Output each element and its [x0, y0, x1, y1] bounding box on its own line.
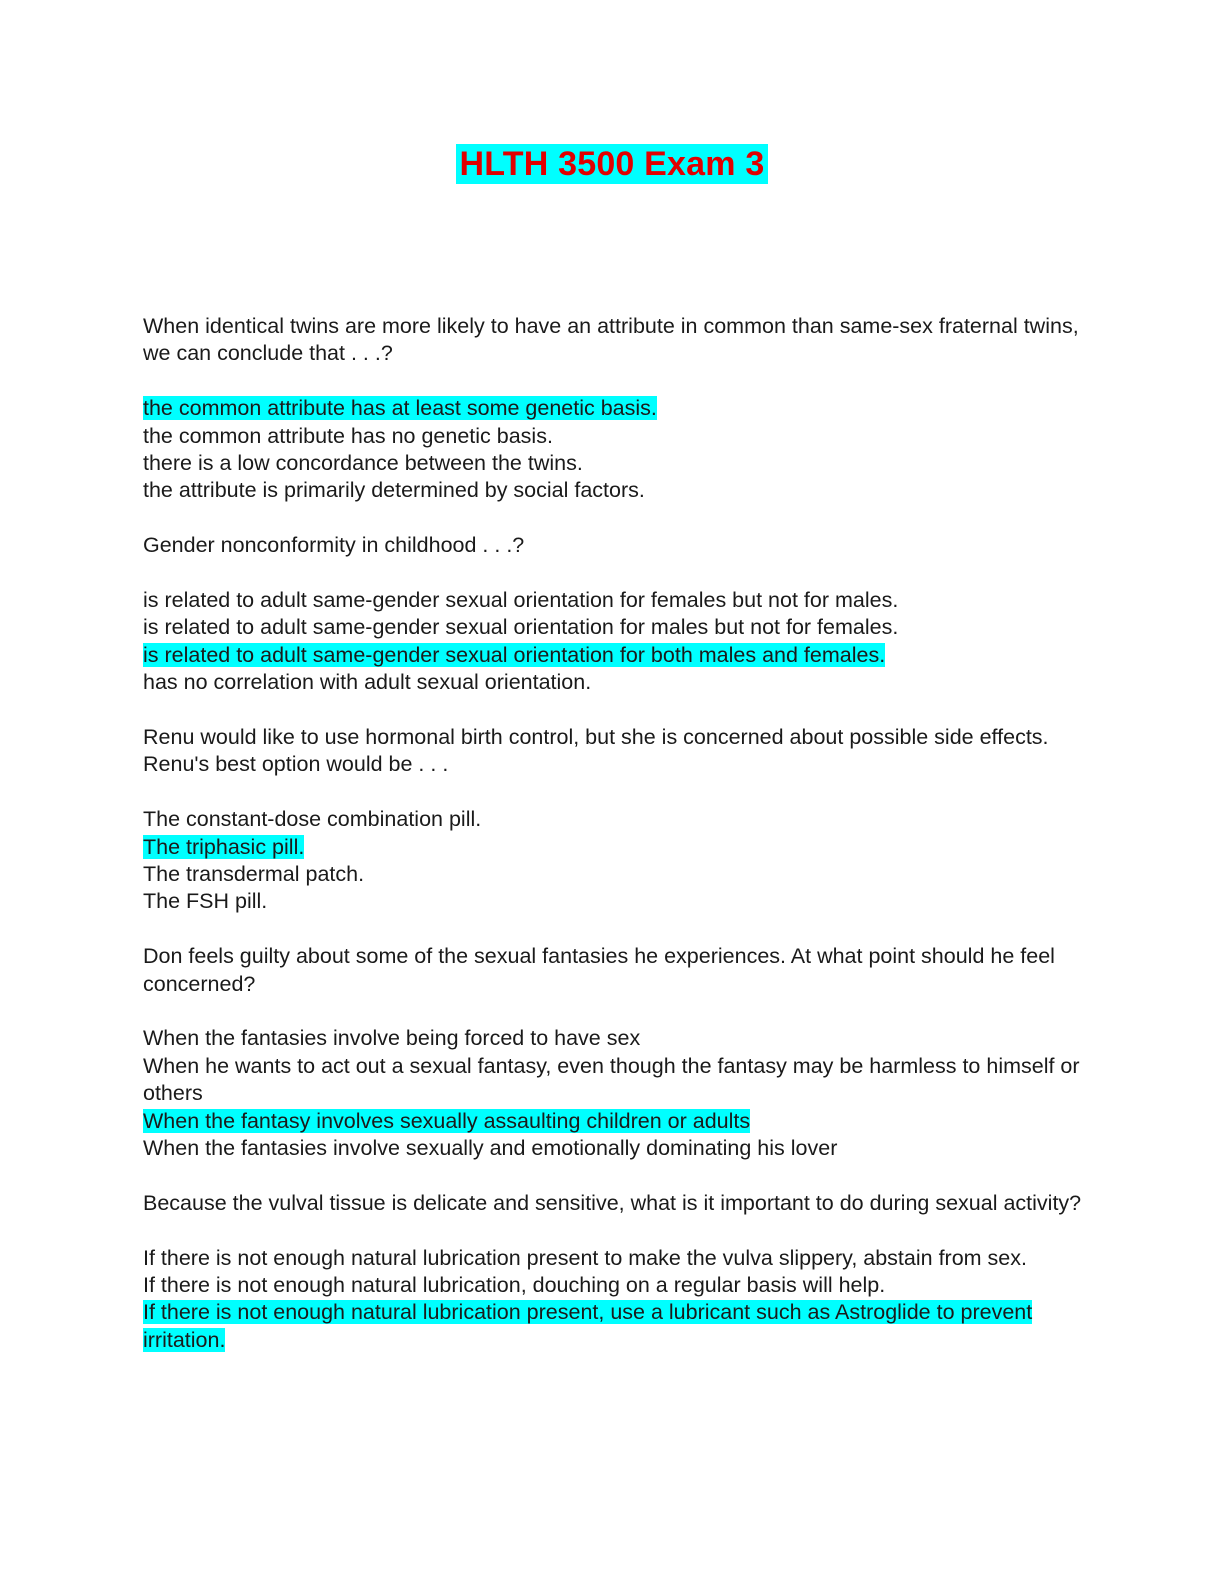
question-block [143, 1190, 1083, 1354]
questions-list [143, 313, 1083, 1382]
answer-option [143, 614, 1083, 641]
answer-text: When the fantasies involve sexually and emotionally dominating his lover [143, 1136, 838, 1161]
answer-option-correct [143, 395, 1083, 422]
answer-text: is related to adult same-gender sexual orientation for males but not for females. [143, 615, 899, 640]
answer-option [143, 1245, 1083, 1272]
answer-option [143, 1272, 1083, 1299]
question-text: Renu would like to use hormonal birth control, but she is concerned about possible side effects. Renu's best option would be . . . [143, 725, 1049, 777]
highlighted-answer-text: When the fantasy involves sexually assaulting children or adults [143, 1108, 751, 1133]
answer-text: The FSH pill. [143, 889, 268, 914]
answer-option-correct [143, 642, 1083, 669]
answer-text: is related to adult same-gender sexual orientation for females but not for males. [143, 588, 899, 613]
answer-text: the common attribute has no genetic basis. [143, 423, 553, 448]
highlighted-answer-text: If there is not enough natural lubrication present, use a lubricant such as Astroglide to prevent irritation. [143, 1300, 1033, 1352]
question-block [143, 943, 1083, 1162]
question-block [143, 532, 1083, 696]
answer-option [143, 1025, 1083, 1052]
answer-text: When he wants to act out a sexual fantasy, even though the fantasy may be harmless to himself or others [143, 1053, 1080, 1106]
question-block [143, 724, 1083, 916]
answer-options [143, 587, 1083, 697]
answer-text: When the fantasies involve being forced to have sex [143, 1026, 641, 1051]
question-text: Because the vulval tissue is delicate and sensitive, what is it important to do during sexual activity? [143, 1190, 1082, 1215]
answer-text: has no correlation with adult sexual orientation. [143, 670, 592, 695]
answer-text: If there is not enough natural lubrication, douching on a regular basis will help. [143, 1273, 886, 1298]
answer-text: there is a low concordance between the twins. [143, 451, 583, 476]
answer-text: The transdermal patch. [143, 862, 365, 887]
answer-options [143, 1025, 1083, 1162]
answer-options [143, 1245, 1083, 1355]
answer-option [143, 888, 1083, 915]
answer-option [143, 423, 1083, 450]
highlighted-answer-text: is related to adult same-gender sexual orientation for both males and females. [143, 642, 886, 667]
answer-options [143, 395, 1083, 505]
answer-option [143, 669, 1083, 696]
answer-option-correct [143, 834, 1083, 861]
answer-text: The constant-dose combination pill. [143, 807, 482, 832]
title-container [0, 144, 1224, 184]
answer-options [143, 806, 1083, 916]
question-text: Gender nonconformity in childhood . . .? [143, 533, 525, 558]
highlighted-answer-text: The triphasic pill. [143, 834, 305, 859]
highlighted-answer-text: the common attribute has at least some genetic basis. [143, 396, 657, 421]
answer-option [143, 806, 1083, 833]
answer-option [143, 477, 1083, 504]
page-title: HLTH 3500 Exam 3 [456, 144, 769, 184]
answer-text: If there is not enough natural lubrication present to make the vulva slippery, abstain from sex. [143, 1245, 1027, 1270]
answer-option [143, 587, 1083, 614]
answer-option-correct [143, 1108, 1083, 1135]
answer-text: the attribute is primarily determined by social factors. [143, 478, 645, 503]
answer-option-correct [143, 1299, 1083, 1354]
answer-option [143, 861, 1083, 888]
answer-option [143, 450, 1083, 477]
answer-option [143, 1135, 1083, 1162]
answer-option [143, 1053, 1083, 1108]
question-block [143, 313, 1083, 505]
question-text: When identical twins are more likely to have an attribute in common than same-sex fraternal twins, we can conclude that . . .? [143, 314, 1079, 366]
question-text: Don feels guilty about some of the sexual fantasies he experiences. At what point should he feel concerned? [143, 944, 1055, 996]
